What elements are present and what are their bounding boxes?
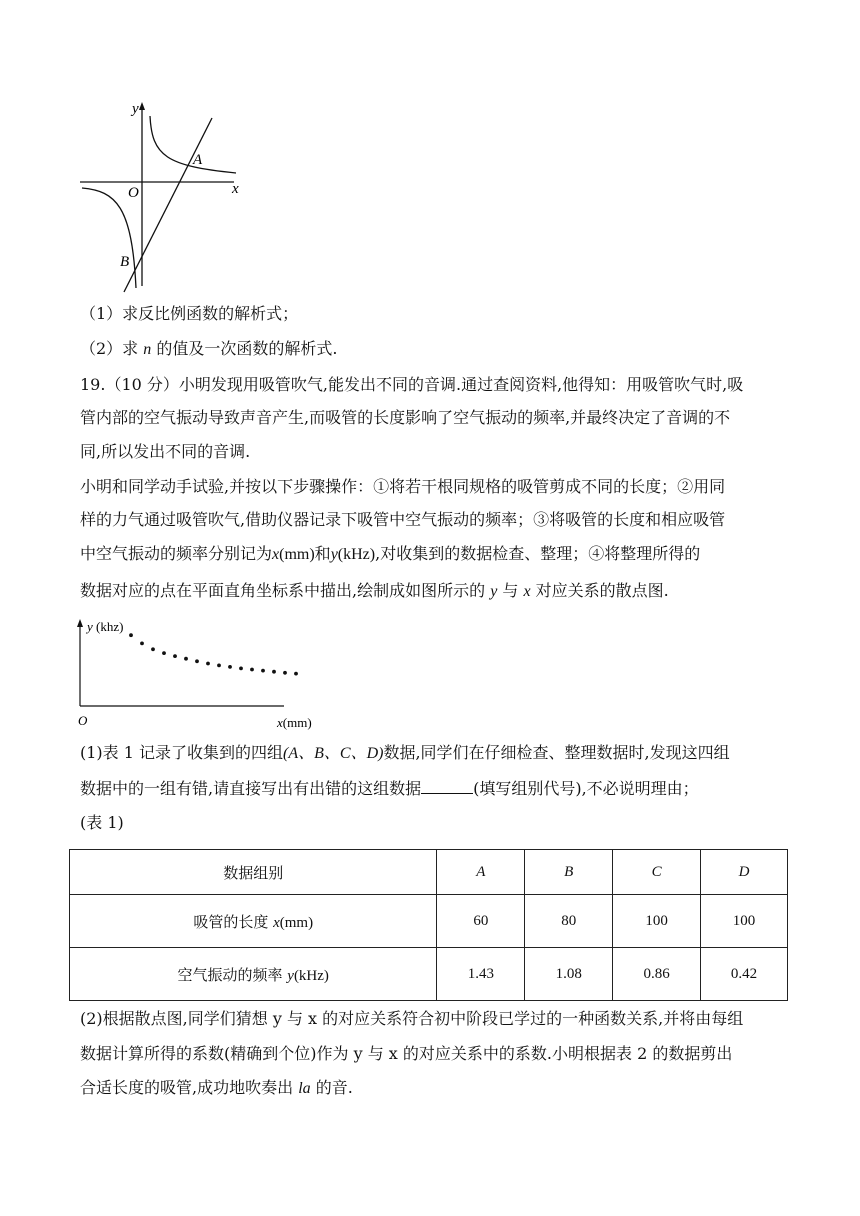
part-2-line-3-pre: 合适长度的吸管,成功地吹奏出 <box>80 1078 299 1097</box>
freq-b: 1.08 <box>525 948 613 1001</box>
part-1-line-2-pre: 数据中的一组有错,请直接写出有出错的这组数据 <box>80 779 422 798</box>
steps-line-4-pre: 数据对应的点在平面直角坐标系中描出,绘制成如图所示的 <box>80 581 491 600</box>
scatter-y-label <box>85 619 123 634</box>
answer-blank[interactable] <box>421 779 473 794</box>
length-d: 100 <box>701 895 788 948</box>
q19-steps-line-4 <box>80 583 800 600</box>
q18-part-2-var: n <box>143 341 152 358</box>
data-table <box>69 849 788 1001</box>
length-unit: (mm) <box>279 914 314 931</box>
part-2-line-3-post: 的音. <box>310 1078 353 1097</box>
scatter-x-unit: (mm) <box>282 715 312 730</box>
length-b: 80 <box>525 895 613 948</box>
steps-line-4-post: 对应关系的散点图. <box>530 581 669 600</box>
scatter-point <box>250 668 254 672</box>
x-axis-label: x <box>232 181 239 197</box>
steps-line-3-pre: 中空气振动的频率分别记为 <box>80 544 273 563</box>
point-a-label: A <box>193 152 203 168</box>
group-codes: (A、B、C、D) <box>283 745 384 762</box>
freq-var: y <box>287 967 294 984</box>
freq-c: 0.86 <box>613 948 701 1001</box>
point-b-label: B <box>120 254 130 270</box>
q18-part-2-pre: （2）求 <box>80 339 144 358</box>
var-x: x <box>523 583 531 600</box>
scatter-point <box>206 662 210 666</box>
var-y: y <box>330 546 338 563</box>
scatter-point <box>217 664 221 668</box>
q19-steps-line-1: 小明和同学动手试验,并按以下步骤操作：①将若干根同规格的吸管剪成不同的长度；②用同 <box>80 477 726 496</box>
y-axis-label: y <box>132 101 139 117</box>
scatter-points <box>129 633 298 675</box>
part-1-line-1-post: 数据,同学们在仔细检查、整理数据时,发现这四组 <box>383 743 730 762</box>
figure-hyperbola-line <box>76 96 251 296</box>
group-b: B <box>525 850 613 895</box>
length-a: 60 <box>437 895 525 948</box>
q19-intro-line-1: 19.（10 分）小明发现用吸管吹气,能发出不同的音调.通过查阅资料,他得知：用吸管吹气时,吸 <box>80 375 744 394</box>
length-label <box>70 895 437 948</box>
q19-part-2-line-2: 数据计算所得的系数(精确到个位)作为 y 与 x 的对应关系中的系数.小明根据表 2 的数据剪出 <box>80 1044 733 1063</box>
scatter-point <box>140 642 144 646</box>
scatter-point <box>261 669 265 673</box>
la-var: la <box>298 1080 311 1097</box>
freq-unit: (kHz) <box>293 967 329 984</box>
group-d: D <box>701 850 788 895</box>
scatter-y-var: y <box>87 619 93 634</box>
q18-part-2 <box>80 341 800 358</box>
scatter-point <box>151 647 155 651</box>
table-caption: (表 1) <box>80 813 124 832</box>
q19-intro-line-2: 管内部的空气振动导致声音产生,而吸管的长度影响了空气振动的频率,并最终决定了音调的不 <box>80 408 731 427</box>
q19-intro-line-3: 同,所以发出不同的音调. <box>80 442 251 461</box>
scatter-point <box>239 667 243 671</box>
scatter-plot <box>74 615 334 733</box>
steps-line-3-and: 和 <box>314 544 331 563</box>
part-1-line-1-pre: (1)表 1 记录了收集到的四组 <box>80 743 284 762</box>
unit-mm: (mm) <box>279 546 315 563</box>
scatter-point <box>162 651 166 655</box>
length-var: x <box>273 914 280 931</box>
linear-function-line <box>124 118 212 292</box>
part-1-line-2-post: (填写组别代号),不必说明理由； <box>473 779 699 798</box>
var-y: y <box>490 583 498 600</box>
scatter-point <box>195 659 199 663</box>
scatter-point <box>283 671 287 675</box>
length-label-text: 吸管的长度 <box>193 912 274 931</box>
unit-khz: (kHz) <box>337 546 376 563</box>
table-row-frequency <box>70 948 788 1001</box>
scatter-point <box>228 665 232 669</box>
table-row-length <box>70 895 788 948</box>
table-row-header <box>70 850 788 895</box>
steps-line-3-post: ,对收集到的数据检查、整理；④将整理所得的 <box>375 544 701 563</box>
scatter-x-label <box>276 715 312 730</box>
header-label: 数据组别 <box>70 850 437 895</box>
scatter-origin: O <box>78 713 88 728</box>
steps-line-4-mid: 与 <box>497 581 524 600</box>
length-c: 100 <box>613 895 701 948</box>
group-c: C <box>613 850 701 895</box>
scatter-point <box>294 672 298 676</box>
q19-part-1-line-2 <box>80 779 800 797</box>
q19-part-2-line-3 <box>80 1080 800 1097</box>
y-axis-arrow <box>139 102 145 110</box>
q19-steps-line-2: 样的力气通过吸管吹气,借助仪器记录下吸管中空气振动的频率；③将吸管的长度和相应吸管 <box>80 510 726 529</box>
scatter-y-arrow <box>77 619 83 627</box>
scatter-x-var: x <box>277 715 283 730</box>
q18-part-2-post: 的值及一次函数的解析式. <box>151 339 338 358</box>
q18-part-1: （1）求反比例函数的解析式； <box>80 304 299 323</box>
scatter-point <box>173 654 177 658</box>
scatter-point <box>272 670 276 674</box>
scatter-point <box>129 633 133 637</box>
q19-part-1-line-1 <box>80 745 800 762</box>
origin-label: O <box>128 185 139 201</box>
var-x: x <box>272 546 280 563</box>
freq-a: 1.43 <box>437 948 525 1001</box>
scatter-y-unit: (khz) <box>92 619 124 634</box>
freq-label <box>70 948 437 1001</box>
scatter-point <box>184 657 188 661</box>
freq-label-text: 空气振动的频率 <box>177 965 288 984</box>
group-a: A <box>437 850 525 895</box>
hyperbola-branch-2 <box>82 188 136 288</box>
freq-d: 0.42 <box>701 948 788 1001</box>
q19-steps-line-3 <box>80 546 800 563</box>
q19-part-2-line-1: (2)根据散点图,同学们猜想 y 与 x 的对应关系符合初中阶段已学过的一种函数关系,并将由每组 <box>80 1009 744 1028</box>
